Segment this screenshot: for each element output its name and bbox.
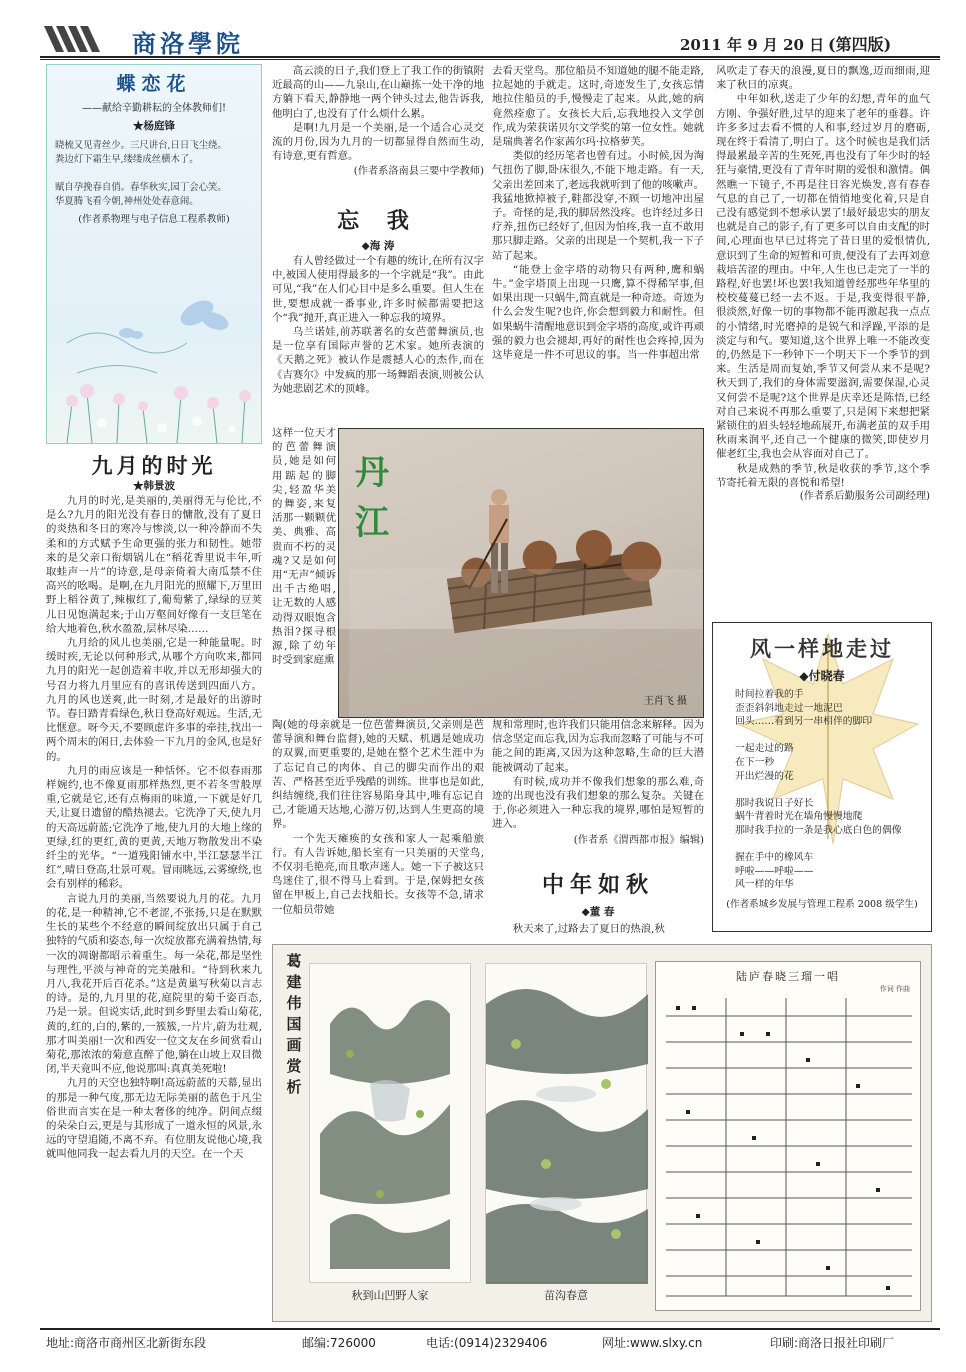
paragraph: 中年如秋,送走了少年的幻想,青年的血气方刚、争强好胜,过早的迎来了老年的垂暮。许许多多过去看不惯的人和事,经过岁月的磨砺,现在终于看清了,明白了。这个时候也是我们活得最累最辛苦的生死死,再也没有了年少时的轻狂与豪情,更没有了青年时期的爱恨和激情。偶然瞧一下镜子,不再是往日容光焕发,喜有春春气息的自己了,一切都在悄悄地变化着,只是自己没有感觉到不想承认罢了!最好最忠实的朋友也就是自己的影子,有了更多可以自由支配的时间,心理面也早已过将完了昔日里的爱恨情仇,意识到了生命的短暂和可贵,便没有了去再刘意栽培苦涩的理由。中年,人生也已走完了一半的路程,好也罢!坏也罢!我知道曾经那些年华里的校校蔓蔓已经一去不返。于是,我变得很平静,很淡然,好像一切的事物都不能再激起我一点点的小情绪,时光磨掉的是锐气和浮躁,平添的是淡定与和气。要知道,这个世界上唯一不能改变的,仍然是下一秒钟下一个明天下一个季节的到来。生活是周而复始,季节又何尝从来不是呢?秋天到了,我们的身体需要滋润,需要保湿,心灵又何尝不是呢?这个世界是庆幸还是陈悟,已经对自己来说不再那么重要了,只是闲下来想把紧紧锁住的眉头轻轻地疏展开,布满老茧的双手用秋雨来润平,还自己一个健康的微笑,即使岁月催老红尘,我也会从容面对自己了。	[716, 93, 930, 461]
poem2-line: 那时我手拉的一条是我心底白色的偶像	[735, 824, 902, 836]
header-rule	[40, 56, 940, 60]
paragraph: 九月的雨应该是一种恬怀。它不似春雨那样婉约,也不像夏雨那样热烈,更不若冬雪般厚重,它就是它,还有点梅雨的味道,一下就是好几天,让夏日遗留的酷热褪去。它洗净了天,使九月的天高远蔚蓝;它洗净了地,使九月的大地上缘的更绿,红的更红,黄的更黄,天地万物散发出不染纤尘的光华。“一道残阳铺水中,半江瑟瑟半江红”,晴日登高,壮景可观。冒雨眺远,云雾缭绕,也会有别样的稀彩。	[46, 764, 262, 891]
poem1-note: (作者系物理与电子信息工程系教师)	[78, 214, 230, 225]
photo-title-char: 江	[355, 503, 389, 543]
footer-printer: 印刷:商洛日报社印刷厂	[770, 1336, 895, 1350]
wangwo-body-bottom: 陶(她的母亲就是一位芭蕾舞演员,父亲则是芭蕾导演和舞台监督),她的天赋、机遇是她成功的双翼,而更重要的,是她在整个艺术生涯中为了忘记自己的肉体、自己的脚尖而作出的艰苦、严格甚至近乎残酷的训练。世事也是如此,纠结缠绕,我们往往容易陷身其中,唯有忘记自己,才能通天达地,心游万仞,达到人生更高的境界。 一个先天瘫痪的女孩和家人一起乘船旅行。有人告诉她,船长室有一只美丽的天堂鸟,不仅羽毛艳亮,而且歌声迷人。她一下子被这只鸟迷住了,很不得马上看到。于是,保姆把女孩留在甲板上,自己去找船长。女孩等不急,请求一位船员带她	[272, 719, 484, 916]
poem2-line: 开出烂漫的花	[735, 770, 794, 782]
wangwo-body-narrow: 这样一位天才的芭蕾舞演员,她是如何用踮起的脚尖,轻盈华美的舞姿,来复活那一颗颗优美、典雅、高贵而不朽的灵魂?又是如何用“无声”倾诉出千古绝唱,让无数的人感动得双眼饱含热泪?探寻根源,除了幼年时受到家庭熏	[272, 427, 336, 667]
poem2-box	[712, 622, 932, 932]
photo-danjiang	[338, 428, 704, 718]
section-char: 建	[286, 973, 302, 991]
painting-1-caption: 秋到山凹野人家	[351, 1289, 429, 1302]
footer-address: 地址:商洛市商州区北新街东段	[46, 1336, 207, 1350]
paragraph: 九月给的风儿也美丽,它是一种能量呢。时缓时疾,无论以何种形式,从哪个方向吹来,都同九月的阳光一起创造着丰收,并以无形却强大的号召力将九月里应有的喜讯传送到四面八方。九月的风也送爽,此一时刻,才是最好的出游时节。春日踏青看绿色,秋日登高好观远。生活,无比惬意。呀今天,不要顾虑许多事的牵挂,找出一两个周末的闲日,去体验一下九月的金风,也是好的。	[46, 637, 262, 763]
poem2-line: 回头……看到另一串相伴的脚印	[735, 716, 873, 728]
jiuyue-author: ★韩景波	[133, 480, 175, 492]
poem2-line: 在下一秒	[735, 756, 775, 768]
poem2-line: 歪歪斜斜地走过一地泥巴	[735, 702, 843, 714]
footer	[46, 1334, 936, 1356]
butterfly-flowers-art	[47, 283, 261, 443]
photo-title-char: 丹	[355, 453, 389, 493]
music-score	[655, 961, 921, 1311]
paragraph: 去看天堂鸟。那位船员不知道她的腿不能走路,拉起她的手就走。这时,奇迹发生了,女孩忘情地拉住船员的手,慢慢走了起来。从此,她的病竟然痊愈了。女孩长大后,忘我地投入文学创作,成为荣获诺贝尔文学奖的第一位女性。她就是瑞典著名作家茜尔玛·拉格萝芙。	[492, 65, 704, 149]
poem1-line: 赋自孕挽春自俏。春华秋实,园丁会心笑。	[55, 182, 227, 193]
wangwo-author: ◆海 涛	[361, 240, 395, 252]
poem2-author: ◆付晓春	[799, 669, 845, 683]
poem2-line: 握在手中的橡风车	[735, 852, 814, 864]
poem2-line: 一起走过的路	[735, 743, 794, 755]
poem2-note: (作者系城乡发展与管理工程系 2008 级学生)	[726, 898, 918, 910]
page-label: (第四版)	[828, 35, 892, 54]
colC-top	[492, 64, 704, 426]
paragraph: 言说九月的美丽,当然要说九月的花。九月的花,是一种精神,它不老涩,不张扬,只是在默默生长的某些个不经意的瞬间绽放出只属于自己独特的气质和姿态,每一次绽放都充满着热情,每一次的凋谢都昭示着重生。每一朵花,都是坚性与理性,平淡与神奇的完美融和。“待到秋来九月八,我花开后百花杀。”这是黄巢写秋菊以言志的诗。是的,九月里的花,庭院里的菊千姿百态,乃是一景。但说实话,此时到乡野里去看山菊花,黄的,红的,白的,紫的,一簇簇,一片片,蔚为壮观,那才叫美丽!一次和西安一位文友在乡间赏看山菊花,那浓浓的菊意直醉了他,躺在山坡上双目微闭,半天竟叫不应,他说那叫:真真美死啦!	[46, 892, 262, 1076]
poem1-line: 华夏腾飞看今朝,神州处处春意闹。	[55, 196, 199, 207]
painting-2	[485, 963, 647, 1283]
wangwo-title: 忘 我	[337, 208, 419, 234]
poem2-line	[735, 729, 931, 743]
painting-2-caption: 苗沟春意	[544, 1289, 588, 1302]
poem1-title: 蝶恋花	[116, 73, 192, 95]
section-char: 画	[286, 1036, 302, 1054]
zhongnian-body	[716, 64, 930, 618]
poem2-line	[735, 838, 931, 852]
zhongnian-lead	[492, 922, 704, 938]
paintings-section	[272, 944, 932, 1322]
paragraph: 规和常理时,也许我们只能用信念来解释。因为信念坚定而忘我,因为忘我而忽略了可能与不可能之间的距离,又因为这种忽略,生命的巨大潜能被调动了起来。	[492, 719, 704, 774]
paragraph: 有人曾经做过一个有趣的统计,在所有汉字中,被国人使用得最多的一个字就是“我”。由此可见,“我”在人们心目中是多么重要。但人生在世,要想成就一番事业,许多时候都需要把这个“我”抛开,真正进入一种忘我的境界。	[272, 255, 484, 324]
poem2-line: 呼啦——呼啦——	[735, 865, 814, 877]
painting-1	[309, 963, 471, 1283]
poem1-box	[46, 64, 262, 444]
header-stripes-icon	[40, 26, 120, 52]
zhongnian-note: (作者系后勤服务公司副经理)	[799, 491, 930, 503]
footer-rule	[40, 1328, 940, 1330]
paragraph: 类似的经历笔者也曾有过。小时候,因为淘气扭伤了脚,卧床很久,不能下地走路。有一天,父亲出差回来了,老远我就听到了他的咳嗽声。我猛地掀掉被子,鞋都没穿,不顾一切地冲出屋子。奇怪的是,我的脚居然没疼。也许经过多日疗养,扭伤已经好了,但因为怕疼,我一直不敢用那只脚走路。父亲的出现是一个契机,我一下子站了起来。	[492, 150, 704, 262]
paper-name: 商洛學院	[132, 29, 244, 58]
zhongnian-title: 中年如秋	[541, 872, 654, 898]
header	[40, 22, 940, 62]
music-title: 陆庐春晓三瑠一唱	[736, 970, 840, 983]
footer-postcode: 邮编:726000	[302, 1336, 376, 1350]
paragraph: 有时候,成功并不像我们想象的那么难,奇迹的出现也没有我们想象的那么复杂。关键在于,你必须进入一种忘我的境界,哪怕是短暂的进入。	[492, 775, 704, 831]
paragraph: 一个先天瘫痪的女孩和家人一起乘船旅行。有人告诉她,船长室有一只美丽的天堂鸟,不仅羽毛艳亮,而且歌声迷人。她一下子被这只鸟迷住了,很不得马上看到。于是,保姆把女孩留在甲板上,自己去找船长。女孩等不急,请求一位船员带她	[272, 832, 484, 916]
paragraph: 秋天来了,过路去了夏日的热浪,秋	[512, 923, 665, 935]
paragraph: 乌兰诺娃,前苏联著名的女芭蕾舞演员,也是一位享有国际声誉的艺术家。她所表演的《天鹅之死》被认作是震撼人心的杰作,而在《吉赛尔》中发疯的那一场舞蹈表演,则被公认为她悲剧艺术的顶峰。	[272, 326, 484, 395]
photo-credit: 王肖飞 摄	[643, 696, 687, 707]
colC-bottom	[492, 718, 704, 846]
paragraph: 九月的天空也独特啊!高远蔚蓝的天幕,显出的那是一种气度,那无边无际美丽的蓝色于凡尘俗世而言实在是一种太奢侈的纯净。阴间点缀的朵朵白云,更是与其形成了一道永恒的风景,永远的守望追随,不离不弃。有位朋友说他心境,我就叫他同我一起去看九月的天空。在一个天	[46, 1077, 262, 1161]
music-notation-art	[656, 994, 922, 1304]
poem1-line	[55, 167, 253, 181]
section-char: 国	[286, 1015, 302, 1033]
poem1-line: 晓梳又见青丝少。三尺讲台,日日飞尘绕。	[55, 140, 227, 151]
footer-website: 网址:www.slxy.cn	[602, 1336, 703, 1350]
colB-top	[272, 64, 484, 198]
paintings-section-label	[281, 951, 307, 1098]
poem2-line: 时间拉着我的手	[735, 689, 804, 700]
poem2-line: 风一样的年华	[735, 879, 794, 891]
jiuyue-body	[46, 494, 262, 1314]
section-char: 析	[286, 1078, 302, 1096]
paragraph: “能登上金字塔的动物只有两种,鹰和蜗牛。”金字塔顶上出现一只鹰,算不得稀罕事,但如果出现一只蜗牛,简直就是一种奇迹。奇迹为什么会发生呢?也许,你会想到毅力和耐性。但如果蜗牛清醒地意识到金字塔的高度,或许再顽强的毅力也会褪却,再好的耐性也会疼掉,因为这毕竟是一件不可思议的事。当一件事超出常	[492, 263, 704, 362]
poem2-title: 风一样地走过	[750, 636, 894, 661]
poem1-line: 粪边灯下霜生早,缕缕成丝横木了。	[55, 154, 199, 165]
poem1-lines	[47, 139, 261, 209]
jiuyue-title: 九月的时光	[91, 453, 217, 478]
footer-phone: 电话:(0914)2329406	[426, 1336, 548, 1350]
poem2-line	[735, 783, 931, 797]
zhongnian-author: ◆董 春	[581, 906, 615, 918]
poem1-subtitle: ——献给辛勤耕耘的全体教师们!	[81, 103, 227, 114]
paragraph: 九月的时光,是美丽的,美丽得无与伦比,不是么?九月的阳光没有春日的慵散,没有了夏日的炎热和冬日的寒冷与惨淡,以一种冷静而不失柔和的方式赋予生命更强的张力和韧性。她带来的是父亲口衔烟锅儿在“稻花香里说丰年,听取蛙声一片”的诗意,是母亲倚着大南瓜禁不住高兴的吆喝。是啊,在九月阳光的照耀下,万里田野上稻谷黄了,辣椒红了,葡萄紫了,绿绿的豆荚儿日见饱满起来;于山万壑间好像有一支巨笔在给大地着色,秋水盈盈,层林尽染……	[46, 495, 262, 635]
colC-note: (作者系《渭西都市报》编辑)	[573, 834, 704, 846]
poem1-author: ★杨庭锋	[133, 120, 175, 132]
paragraph: 是啊!九月是一个美丽,是一个适合心灵交流的月份,因为九月的一切都显得自然而生动,有诗意,更有哲意。	[272, 121, 484, 163]
poem2-line: 那时我说日子好长	[735, 797, 814, 809]
section-char: 赏	[286, 1057, 302, 1075]
paragraph: 风吹走了春天的浪漫,夏日的飘逸,迈而细雨,迎来了秋日的凉爽。	[716, 65, 930, 92]
paragraph: 高云淡的日子,我们登上了我工作的街镇附近最高的山——九泉山,在山巅拣一处干净的地方躺下看天,静静地一两个钟头过去,他告诉我,他明白了,也没有了什么烦什么累。	[272, 65, 484, 120]
poem2-line: 蜗牛背着时光在墙角慢慢地爬	[735, 811, 863, 823]
paragraph: 秋是成熟的季节,秋是收获的季节,这个季节寄托着无限的喜悦和希望!	[716, 462, 930, 489]
wangwo-body-top	[272, 254, 484, 426]
section-char: 伟	[286, 994, 302, 1012]
header-date: 2011 年 9 月 20 日	[680, 36, 825, 54]
music-sub: 作词 作曲	[879, 985, 910, 993]
raft-photo-art	[339, 429, 704, 718]
poem2-lines	[713, 688, 931, 892]
section-char: 葛	[286, 952, 302, 970]
colB-note: (作者系洛南县三要中学教师)	[353, 166, 484, 178]
